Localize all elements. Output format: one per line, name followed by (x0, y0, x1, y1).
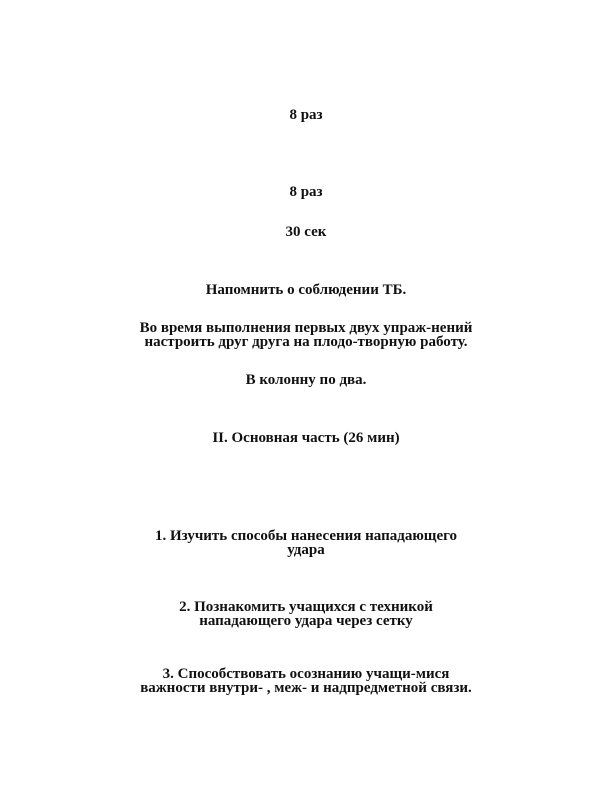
reps-text-1: 8 раз (289, 107, 323, 123)
task-3-line-2: важности внутри- , меж- и надпредметной связи. (140, 680, 472, 696)
task-2-line-1: 2. Познакомить учащихся с техникой (179, 599, 433, 615)
section-heading: II. Основная часть (26 мин) (212, 430, 400, 446)
safety-note: Напомнить о соблюдении ТБ. (205, 282, 407, 298)
task-2-line-2: нападающего удара через сетку (199, 613, 413, 629)
task-1-line-1: 1. Изучить способы нанесения нападающего (154, 528, 458, 544)
duration-text: 30 сек (285, 224, 327, 240)
task-1-line-2: удара (287, 542, 325, 558)
instruction-line-1: Во время выполнения первых двух упраж-нений (139, 320, 473, 336)
formation-text: В колонну по два. (245, 372, 367, 388)
reps-text-2: 8 раз (289, 184, 323, 200)
instruction-line-2: настроить друг друга на плодо-творную работу. (144, 334, 468, 350)
task-3-line-1: 3. Способствовать осознанию учащи-мися (162, 666, 450, 682)
